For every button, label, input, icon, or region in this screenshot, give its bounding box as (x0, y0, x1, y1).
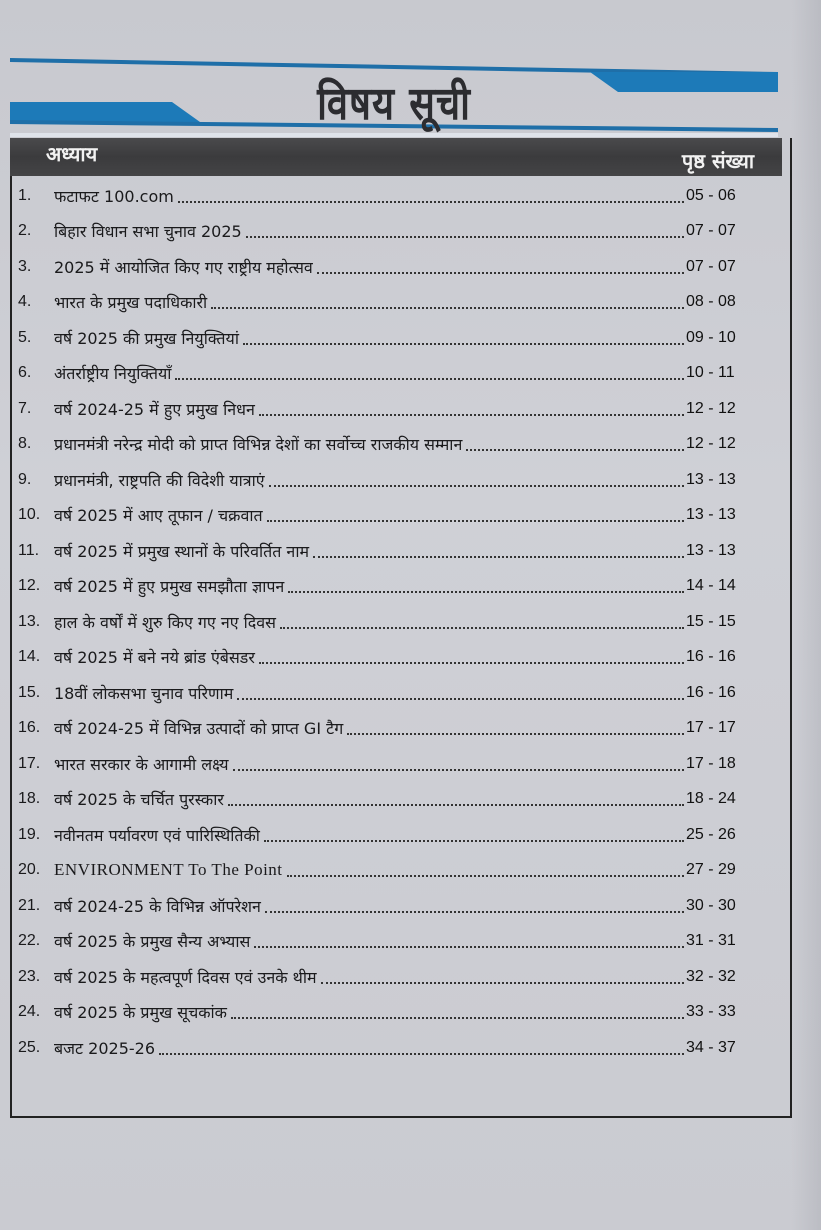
entry-pages: 16 - 16 (686, 683, 736, 701)
toc-entry[interactable] (10, 746, 782, 782)
toc-entry[interactable] (10, 178, 782, 214)
dot-leader (246, 236, 684, 238)
entry-title: प्रधानमंत्री, राष्ट्रपति की विदेशी यात्राएं (54, 470, 265, 490)
entry-pages: 13 - 13 (686, 506, 736, 524)
entry-number: 1. (18, 186, 32, 204)
toc-entry[interactable] (10, 533, 782, 569)
dot-leader (317, 272, 684, 274)
column-chapter-heading: अध्याय (46, 142, 98, 166)
toc-entry[interactable] (10, 462, 782, 498)
entry-pages: 13 - 13 (686, 541, 736, 559)
entry-number: 21. (18, 896, 41, 914)
entry-number: 23. (18, 967, 41, 985)
entry-pages: 34 - 37 (686, 1038, 736, 1056)
entry-pages: 17 - 17 (686, 719, 736, 737)
entry-number: 14. (18, 648, 41, 666)
entry-pages: 10 - 11 (686, 364, 735, 382)
entry-pages: 05 - 06 (686, 186, 736, 204)
entry-title: फटाफट 100.com (54, 186, 174, 206)
entry-number: 3. (18, 257, 32, 275)
dot-leader (466, 449, 684, 451)
entry-number: 10. (18, 506, 41, 524)
entry-number: 6. (18, 364, 32, 382)
entry-title: हाल के वर्षों में शुरु किए गए नए दिवस (54, 612, 276, 632)
entry-title: वर्ष 2025 की प्रमुख नियुक्तियां (54, 328, 239, 348)
entry-title: प्रधानमंत्री नरेन्द्र मोदी को प्राप्त विभिन्न देशों का सर्वोच्च राजकीय सम्मान (54, 435, 463, 455)
entry-number: 15. (18, 683, 41, 701)
dot-leader (259, 414, 684, 416)
entry-pages: 33 - 33 (686, 1003, 736, 1021)
toc-entry[interactable] (10, 320, 782, 356)
dot-leader (178, 201, 684, 203)
toc-entry[interactable] (10, 675, 782, 711)
entry-title: 2025 में आयोजित किए गए राष्ट्रीय महोत्सव (54, 257, 313, 277)
entry-title: बिहार विधान सभा चुनाव 2025 (54, 222, 242, 242)
entry-pages: 31 - 31 (686, 932, 736, 950)
entry-title: 18वीं लोकसभा चुनाव परिणाम (54, 683, 234, 703)
entry-title: वर्ष 2024-25 के विभिन्न ऑपरेशन (54, 896, 261, 916)
entry-pages: 25 - 26 (686, 825, 736, 843)
dot-leader (288, 591, 684, 593)
entry-number: 17. (18, 754, 41, 772)
toc-entry[interactable] (10, 604, 782, 640)
entry-title: वर्ष 2025 में बने नये ब्रांड एंबेसडर (54, 648, 255, 668)
entry-title: वर्ष 2025 में प्रमुख स्थानों के परिवर्तित नाम (54, 541, 310, 561)
entry-title: भारत सरकार के आगामी लक्ष्य (54, 754, 229, 774)
toc-entry[interactable] (10, 924, 782, 960)
toc-entry[interactable] (10, 285, 782, 321)
entry-pages: 15 - 15 (686, 612, 736, 630)
dot-leader (237, 698, 684, 700)
entry-title: वर्ष 2025 के प्रमुख सैन्य अभ्यास (54, 932, 251, 952)
entry-pages: 32 - 32 (686, 967, 736, 985)
toc-entry[interactable] (10, 569, 782, 605)
entry-title: वर्ष 2025 में आए तूफान / चक्रवात (54, 506, 263, 526)
entry-title: बजट 2025-26 (54, 1038, 156, 1058)
entry-pages: 07 - 07 (686, 222, 736, 240)
toc-entry[interactable] (10, 817, 782, 853)
dot-leader (265, 911, 684, 913)
entry-title: वर्ष 2025 के महत्वपूर्ण दिवस एवं उनके थीम (54, 967, 317, 987)
toc-header-row (10, 138, 782, 176)
entry-number: 16. (18, 719, 41, 737)
entry-number: 13. (18, 612, 41, 630)
entry-number: 2. (18, 222, 32, 240)
entry-pages: 27 - 29 (686, 861, 736, 879)
entry-pages: 09 - 10 (686, 328, 736, 346)
entry-number: 25. (18, 1038, 41, 1056)
dot-leader (159, 1053, 684, 1055)
entry-pages: 12 - 12 (686, 435, 736, 453)
entry-title: भारत के प्रमुख पदाधिकारी (54, 293, 208, 313)
dot-leader (321, 982, 684, 984)
entry-title: ENVIRONMENT To The Point (54, 860, 283, 880)
entry-title: वर्ष 2024-25 में हुए प्रमुख निधन (54, 399, 255, 419)
dot-leader (313, 556, 684, 558)
entry-number: 5. (18, 328, 32, 346)
column-page-heading: पृष्ठ संख्या (681, 149, 754, 173)
dot-leader (231, 1017, 684, 1019)
title-banner (10, 58, 778, 140)
dot-leader (233, 769, 685, 771)
entry-number: 11. (18, 541, 40, 559)
toc-entry[interactable] (10, 249, 782, 285)
dot-leader (228, 804, 684, 806)
dot-leader (269, 485, 684, 487)
toc-entry[interactable] (10, 391, 782, 427)
entry-title: अंतर्राष्ट्रीय नियुक्तियाँ (54, 364, 172, 384)
entry-pages: 30 - 30 (686, 896, 736, 914)
toc-entry[interactable] (10, 782, 782, 818)
entry-number: 20. (18, 861, 41, 879)
dot-leader (243, 343, 684, 345)
entry-title: वर्ष 2024-25 में विभिन्न उत्पादों को प्राप्त GI टैग (54, 719, 344, 739)
entry-number: 19. (18, 825, 41, 843)
dot-leader (287, 875, 684, 877)
facing-page-shadow (791, 0, 821, 1230)
entry-title: वर्ष 2025 के चर्चित पुरस्कार (54, 790, 224, 810)
toc-entry[interactable] (10, 959, 782, 995)
toc-entry[interactable] (10, 640, 782, 676)
entry-pages: 12 - 12 (686, 399, 736, 417)
toc-entry[interactable] (10, 427, 782, 463)
dot-leader (267, 520, 684, 522)
entry-pages: 13 - 13 (686, 470, 736, 488)
dot-leader (280, 627, 684, 629)
dot-leader (264, 840, 684, 842)
dot-leader (259, 662, 684, 664)
entry-number: 4. (18, 293, 32, 311)
dot-leader (175, 378, 684, 380)
toc-entry[interactable] (10, 995, 782, 1031)
toc-entry[interactable] (10, 888, 782, 924)
toc-entry[interactable] (10, 711, 782, 747)
entry-pages: 17 - 18 (686, 754, 736, 772)
page-title: विषय सूची (317, 76, 471, 130)
entry-number: 7. (18, 399, 32, 417)
entry-number: 9. (18, 470, 32, 488)
entry-number: 18. (18, 790, 41, 808)
dot-leader (211, 307, 684, 309)
toc-entry[interactable] (10, 356, 782, 392)
dot-leader (254, 946, 684, 948)
toc-entry[interactable] (10, 853, 782, 889)
entry-number: 22. (18, 932, 41, 950)
toc-entry[interactable] (10, 1030, 782, 1066)
dot-leader (347, 733, 684, 735)
entry-pages: 16 - 16 (686, 648, 736, 666)
entry-pages: 07 - 07 (686, 257, 736, 275)
toc-list (10, 178, 782, 1066)
entry-title: वर्ष 2025 के प्रमुख सूचकांक (54, 1003, 227, 1023)
entry-pages: 08 - 08 (686, 293, 736, 311)
entry-number: 8. (18, 435, 32, 453)
entry-pages: 18 - 24 (686, 790, 736, 808)
entry-pages: 14 - 14 (686, 577, 736, 595)
toc-entry[interactable] (10, 498, 782, 534)
entry-title: वर्ष 2025 में हुए प्रमुख समझौता ज्ञापन (54, 577, 285, 597)
entry-number: 12. (18, 577, 41, 595)
toc-entry[interactable] (10, 214, 782, 250)
entry-number: 24. (18, 1003, 41, 1021)
entry-title: नवीनतम पर्यावरण एवं पारिस्थितिकी (54, 825, 260, 845)
